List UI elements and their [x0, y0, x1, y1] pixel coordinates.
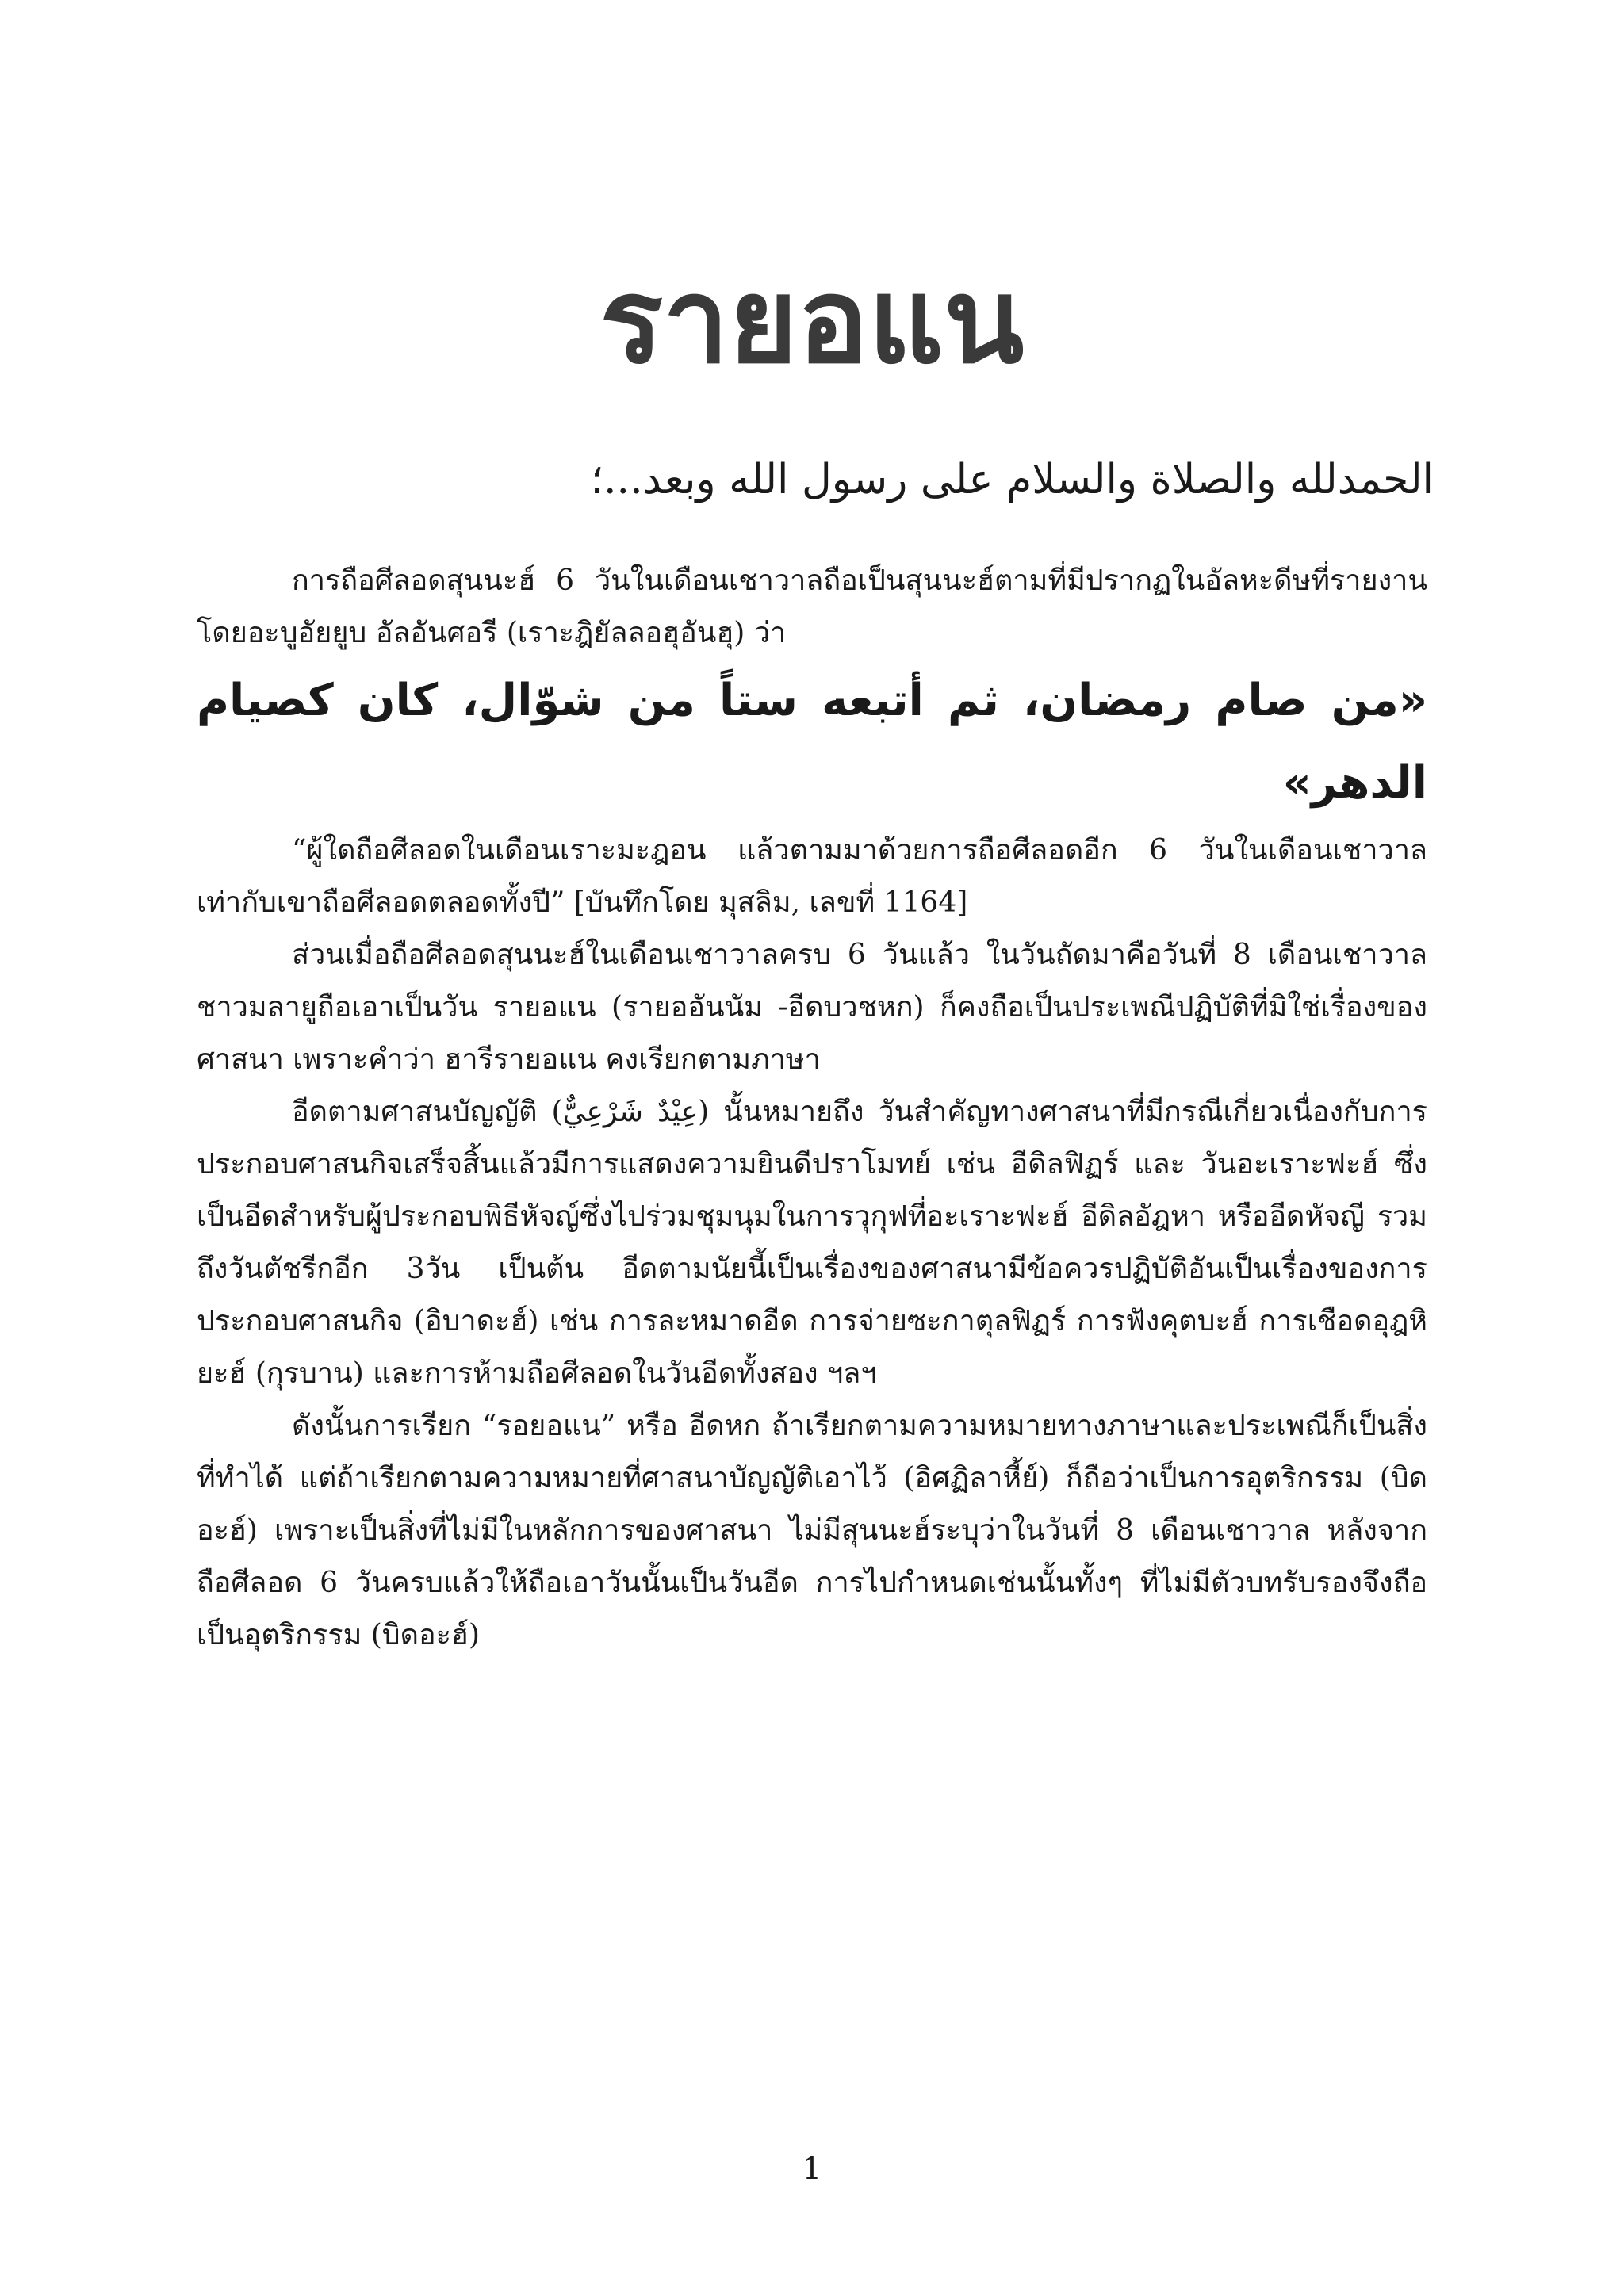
paragraph-intro: การถือศีลอดสุนนะฮ์ 6 วันในเดือนเชาวาลถือเป็นสุนนะฮ์ตามที่มีปรากฏในอัลหะดีษที่รายงานโดยอะบูอัยยูบ อัลอันศอรี (เราะฎิยัลลอฮุอันฮุ) ว่า [197, 564, 1427, 649]
arabic-opening-line: الحمدلله والصلاة والسلام على رسول الله وبعد...؛ [590, 456, 1434, 503]
page-number: 1 [802, 2151, 822, 2186]
paragraph-eid-definition [197, 1086, 1427, 1400]
paragraph-conclusion: ดังนั้นการเรียก “รอยอแน” หรือ อีดหก ถ้าเรียกตามความหมายทางภาษาและประเพณีก็เป็นสิ่งที่ทำได้ แต่ถ้าเรียกตามความหมายที่ศาสนาบัญญัติเอาไว้ (อิศฏิลาหี้ย์) ก็ถือว่าเป็นการอุตริกรรม (บิดอะฮ์) เพราะเป็นสิ่งที่ไม่มีในหลักการของศาสนา ไม่มีสุนนะฮ์ระบุว่าในวันที่ 8 เดือนเชาวาล หลังจากถือศีลอด 6 วันครบแล้วให้ถือเอาวันนั้นเป็นวันอีด การไปกำหนดเช่นนั้นทั้งๆ ที่ไม่มีตัวบทรับรองจึงถือเป็นอุตริกรรม (บิดอะฮ์) [197, 1410, 1427, 1651]
page-title: รายอแน [599, 253, 1025, 389]
eid-definition-rest: ) นั้นหมายถึง วันสำคัญทางศาสนาที่มีกรณีเกี่ยวเนื่องกับการประกอบศาสนกิจเสร็จสิ้นแล้วมีการแสดงความยินดีปราโมทย์ เช่น อีดิลฟิฏร์ และ วันอะเราะฟะฮ์ ซึ่งเป็นอีดสำหรับผู้ประกอบพิธีหัจญ์ซึ่งไปร่วมชุมนุมในการวุกุฟที่อะเราะฟะฮ์ อีดิลอัฎหา หรืออีดหัจญี รวมถึงวันตัชรีกอีก 3วัน เป็นต้น อีดตามนัยนี้เป็นเรื่องของศาสนามีข้อควรปฏิบัติอันเป็นเรื่องของการประกอบศาสนกิจ (อิบาดะฮ์) เช่น การละหมาดอีด การจ่ายซะกาตุลฟิฏร์ การฟังคุตบะฮ์ การเชือดอุฎหิยะฮ์ (กุรบาน) และการห้ามถือศีลอดในวันอีดทั้งสอง ฯลฯ [197, 1096, 1427, 1390]
eid-definition-lead: อีดตามศาสนบัญญัติ ( [292, 1096, 563, 1128]
paragraph-rayo-nae: ส่วนเมื่อถือศีลอดสุนนะฮ์ในเดือนเชาวาลครบ 6 วันแล้ว ในวันถัดมาคือวันที่ 8 เดือนเชาวาลชาวมลายูถือเอาเป็นวัน รายอแน (รายออันนัม -อีดบวชหก) ก็คงถือเป็นประเพณีปฏิบัติที่มิใช่เรื่องของศาสนา เพราะคำว่า ฮารีรายอแน คงเรียกตามภาษา [197, 939, 1427, 1076]
body-text [197, 555, 1427, 1662]
paragraph-hadith-translation: “ผู้ใดถือศีลอดในเดือนเราะมะฎอน แล้วตามมาด้วยการถือศีลอดอีก 6 วันในเดือนเชาวาล เท่ากับเขาถือศีลอดตลอดทั้งปี” [บันทึกโดย มุสลิม, เลขที่ 1164] [197, 834, 1427, 919]
hadith-arabic-quote: «من صام رمضان، ثم أتبعه ستاً من شوّال، كان كصيام الدهر» [197, 675, 1427, 809]
inline-arabic-term: عِيْدٌ شَرْعِيٌّ [562, 1096, 699, 1128]
